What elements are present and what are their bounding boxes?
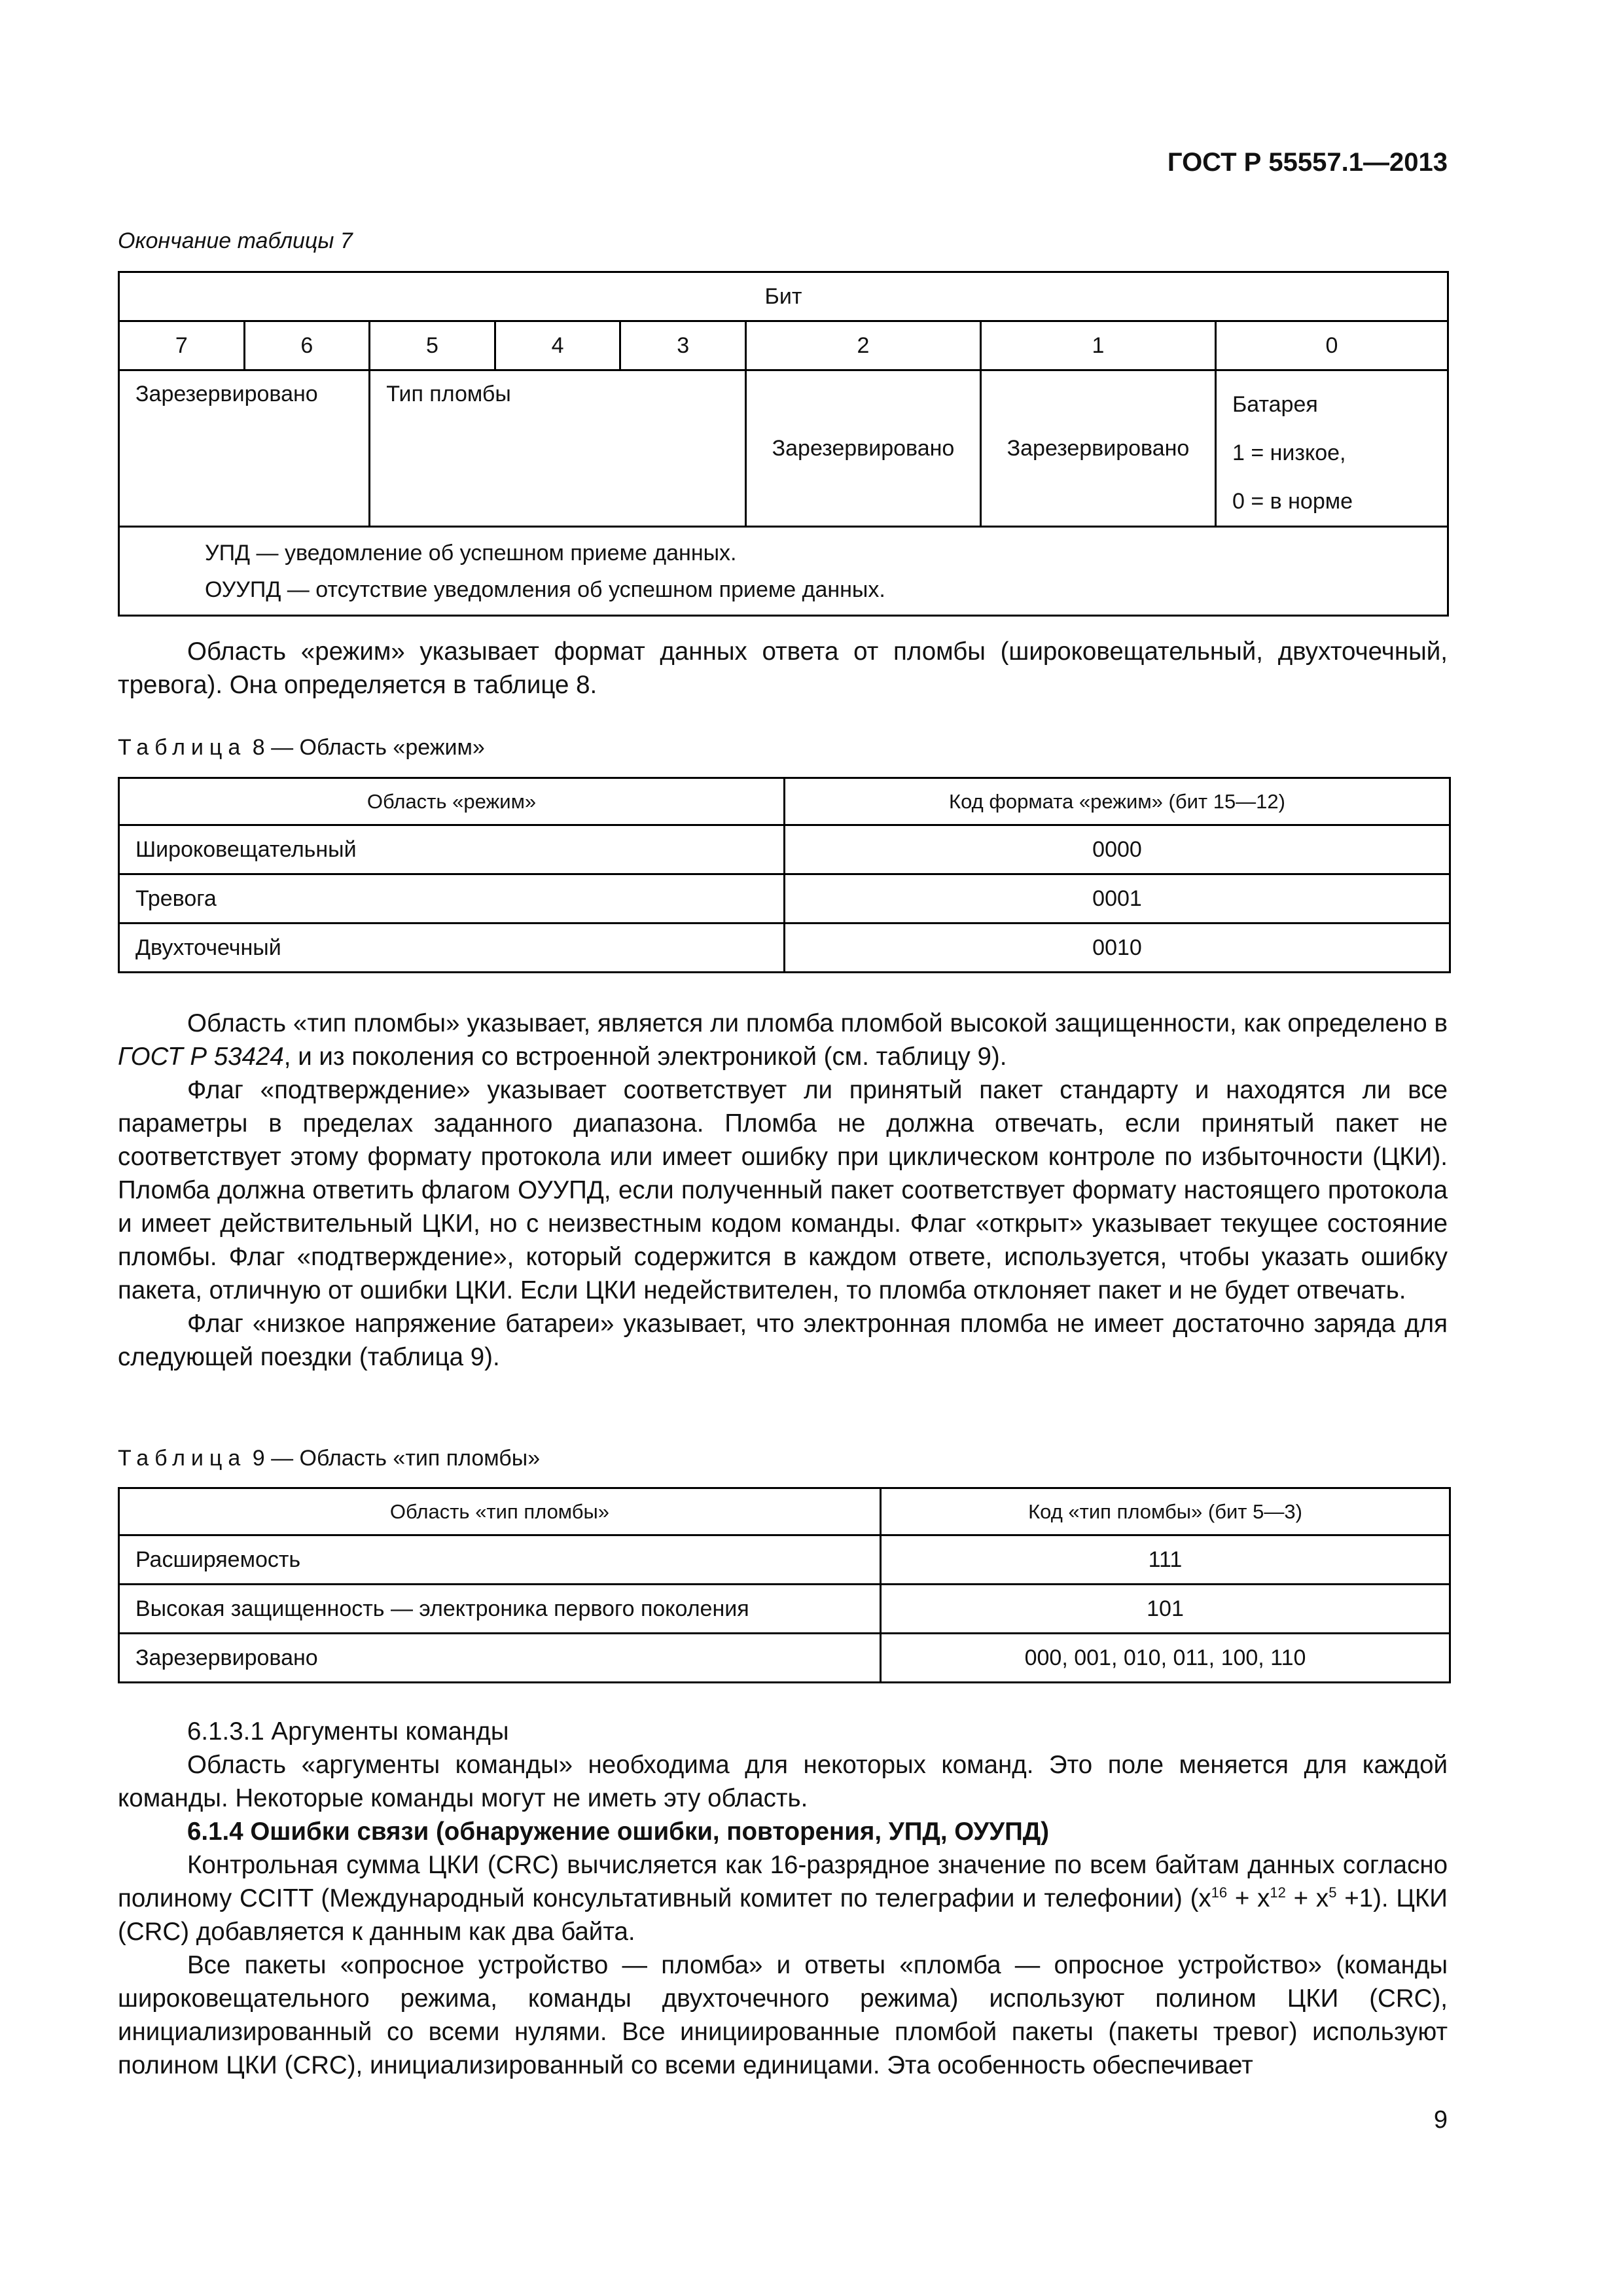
standard-header: ГОСТ Р 55557.1—2013 [1167, 148, 1448, 177]
seal-type-bits: Тип пломбы [370, 370, 746, 527]
bit-5: 5 [370, 321, 495, 370]
bit-4: 4 [495, 321, 620, 370]
bit-6: 6 [244, 321, 370, 370]
table9-row-area: Расширяемость [119, 1535, 881, 1585]
packets-paragraph: Все пакеты «опросное устройство — пломба» и ответы «пломба — опросное устройство» (команды широковещательного режима, команды двухточечного режима) используют полином ЦКИ (CRC), инициализированный со всеми нулями. Все инициированные пломбой пакеты (пакеты тревог) используют полином ЦКИ (CRC), инициализированный со всеми единицами. Эта особенность обеспечивает [118, 1951, 1448, 2079]
table7 [118, 271, 1449, 617]
table8-caption [118, 735, 485, 761]
seal-type-text-a: Область «тип пломбы» указывает, является ли пломба пломбой высокой защищенности, как определено в [187, 1009, 1448, 1037]
reserved-bit-1: Зарезервировано [980, 370, 1215, 527]
table8-row-code: 0010 [785, 924, 1450, 973]
exponent-5: 5 [1329, 1884, 1337, 1901]
mode-paragraph: Область «режим» указывает формат данных ответа от пломбы (широковещательный, двухточечный, тревога). Она определяется в таблице 8. [118, 637, 1448, 699]
table9-row-area: Высокая защищенность — электроника первого поколения [119, 1585, 881, 1634]
reserved-bit-2: Зарезервировано [745, 370, 980, 527]
exponent-16: 16 [1211, 1884, 1228, 1901]
ack-flag-paragraph: Флаг «подтверждение» указывает соответствует ли принятый пакет стандарту и находятся ли все параметры в пределах заданного диапазона. Пломба не должна отвечать, если принятый пакет не соответствует этому формату протокола или имеет ошибку при циклическом контроле по избыточности (ЦКИ). Пломба должна ответить флагом ОУУПД, если полученный пакет соответствует формату настоящего протокола и имеет действительный ЦКИ, но с неизвестным кодом команды. Флаг «открыт» указывает текущее состояние пломбы. Флаг «подтверждение», который содержится в каждом ответе, используется, чтобы указать ошибку пакета, отличную от ошибки ЦКИ. Если ЦКИ недействителен, то пломба отклоняет пакет и не будет отвечать. [118, 1076, 1448, 1304]
bit-header: Бит [119, 272, 1448, 321]
gost-reference-link: ГОСТ Р 53424 [118, 1043, 284, 1071]
table9-row-code: 111 [881, 1535, 1450, 1585]
table8-row-code: 0000 [785, 825, 1450, 874]
table9-header-code: Код «тип пломбы» (бит 5—3) [881, 1488, 1450, 1535]
table9-caption-rest: 9 — Область «тип пломбы» [246, 1446, 541, 1471]
table9-row-code: 101 [881, 1585, 1450, 1634]
crc-text-a: Контрольная сумма ЦКИ (CRC) вычисляется как 16-разрядное значение по всем байтам данных согласно полиному CCITT (Международный консультативный комитет по телеграфии и телефонии) (x [118, 1851, 1448, 1912]
table9-row-area: Зарезервировано [119, 1634, 881, 1683]
table9-caption [118, 1446, 540, 1471]
table8-row-area: Широковещательный [119, 825, 785, 874]
bit-2: 2 [745, 321, 980, 370]
table8-header-area: Область «режим» [119, 778, 785, 825]
table7-caption: Окончание таблицы 7 [118, 228, 353, 253]
table8-header-code: Код формата «режим» (бит 15—12) [785, 778, 1450, 825]
table9-row-code: 000, 001, 010, 011, 100, 110 [881, 1634, 1450, 1683]
table9-header-area: Область «тип пломбы» [119, 1488, 881, 1535]
body-block-2 [118, 1715, 1448, 2082]
reserved-bits-7-6: Зарезервировано [119, 370, 370, 527]
crc-text-b: +1). ЦКИ (CRC) добавляется к данным как два байта. [118, 1884, 1448, 1946]
section-6-1-3-1-heading: 6.1.3.1 Аргументы команды [187, 1717, 509, 1746]
bit-3: 3 [620, 321, 746, 370]
crc-paragraph [118, 1848, 1448, 1948]
battery-flag-paragraph: Флаг «низкое напряжение батареи» указывает, что электронная пломба не имеет достаточно заряда для следующей поездки (таблица 9). [118, 1310, 1448, 1371]
seal-type-paragraph [118, 1007, 1448, 1073]
note-upd: УПД — уведомление об успешном приеме данных. [205, 540, 737, 565]
args-paragraph: Область «аргументы команды» необходима для некоторых команд. Это поле меняется для каждой команды. Некоторые команды могут не иметь эту область. [118, 1751, 1448, 1812]
seal-type-text-b: , и из поколения со встроенной электроникой (см. таблицу 9). [283, 1043, 1007, 1071]
battery-ok: 0 = в норме [1232, 489, 1353, 514]
note-ouupd: ОУУПД — отсутствие уведомления об успешном приеме данных. [205, 577, 885, 602]
table8-caption-rest: 8 — Область «режим» [246, 735, 485, 760]
battery-low: 1 = низкое, [1232, 440, 1346, 465]
battery-title: Батарея [1232, 392, 1318, 417]
battery-bit [1215, 370, 1448, 527]
table9 [118, 1487, 1451, 1683]
table8-row-area: Тревога [119, 874, 785, 924]
table8-row-code: 0001 [785, 874, 1450, 924]
table8-caption-prefix: Таблица [118, 735, 247, 760]
mode-paragraph-block [118, 635, 1448, 702]
crc-plus-x-1: + x [1227, 1884, 1270, 1912]
crc-plus-x-2: + x [1285, 1884, 1329, 1912]
section-6-1-4-heading: 6.1.4 Ошибки связи (обнаружение ошибки, повторения, УПД, ОУУПД) [187, 1818, 1050, 1846]
body-block-1 [118, 1007, 1448, 1374]
page-number: 9 [1433, 2106, 1448, 2134]
bit-1: 1 [980, 321, 1215, 370]
table9-caption-prefix: Таблица [118, 1446, 247, 1471]
bit-7: 7 [119, 321, 245, 370]
bit-0: 0 [1215, 321, 1448, 370]
exponent-12: 12 [1270, 1884, 1286, 1901]
table7-notes [119, 527, 1448, 616]
table8-row-area: Двухточечный [119, 924, 785, 973]
table8 [118, 777, 1451, 973]
